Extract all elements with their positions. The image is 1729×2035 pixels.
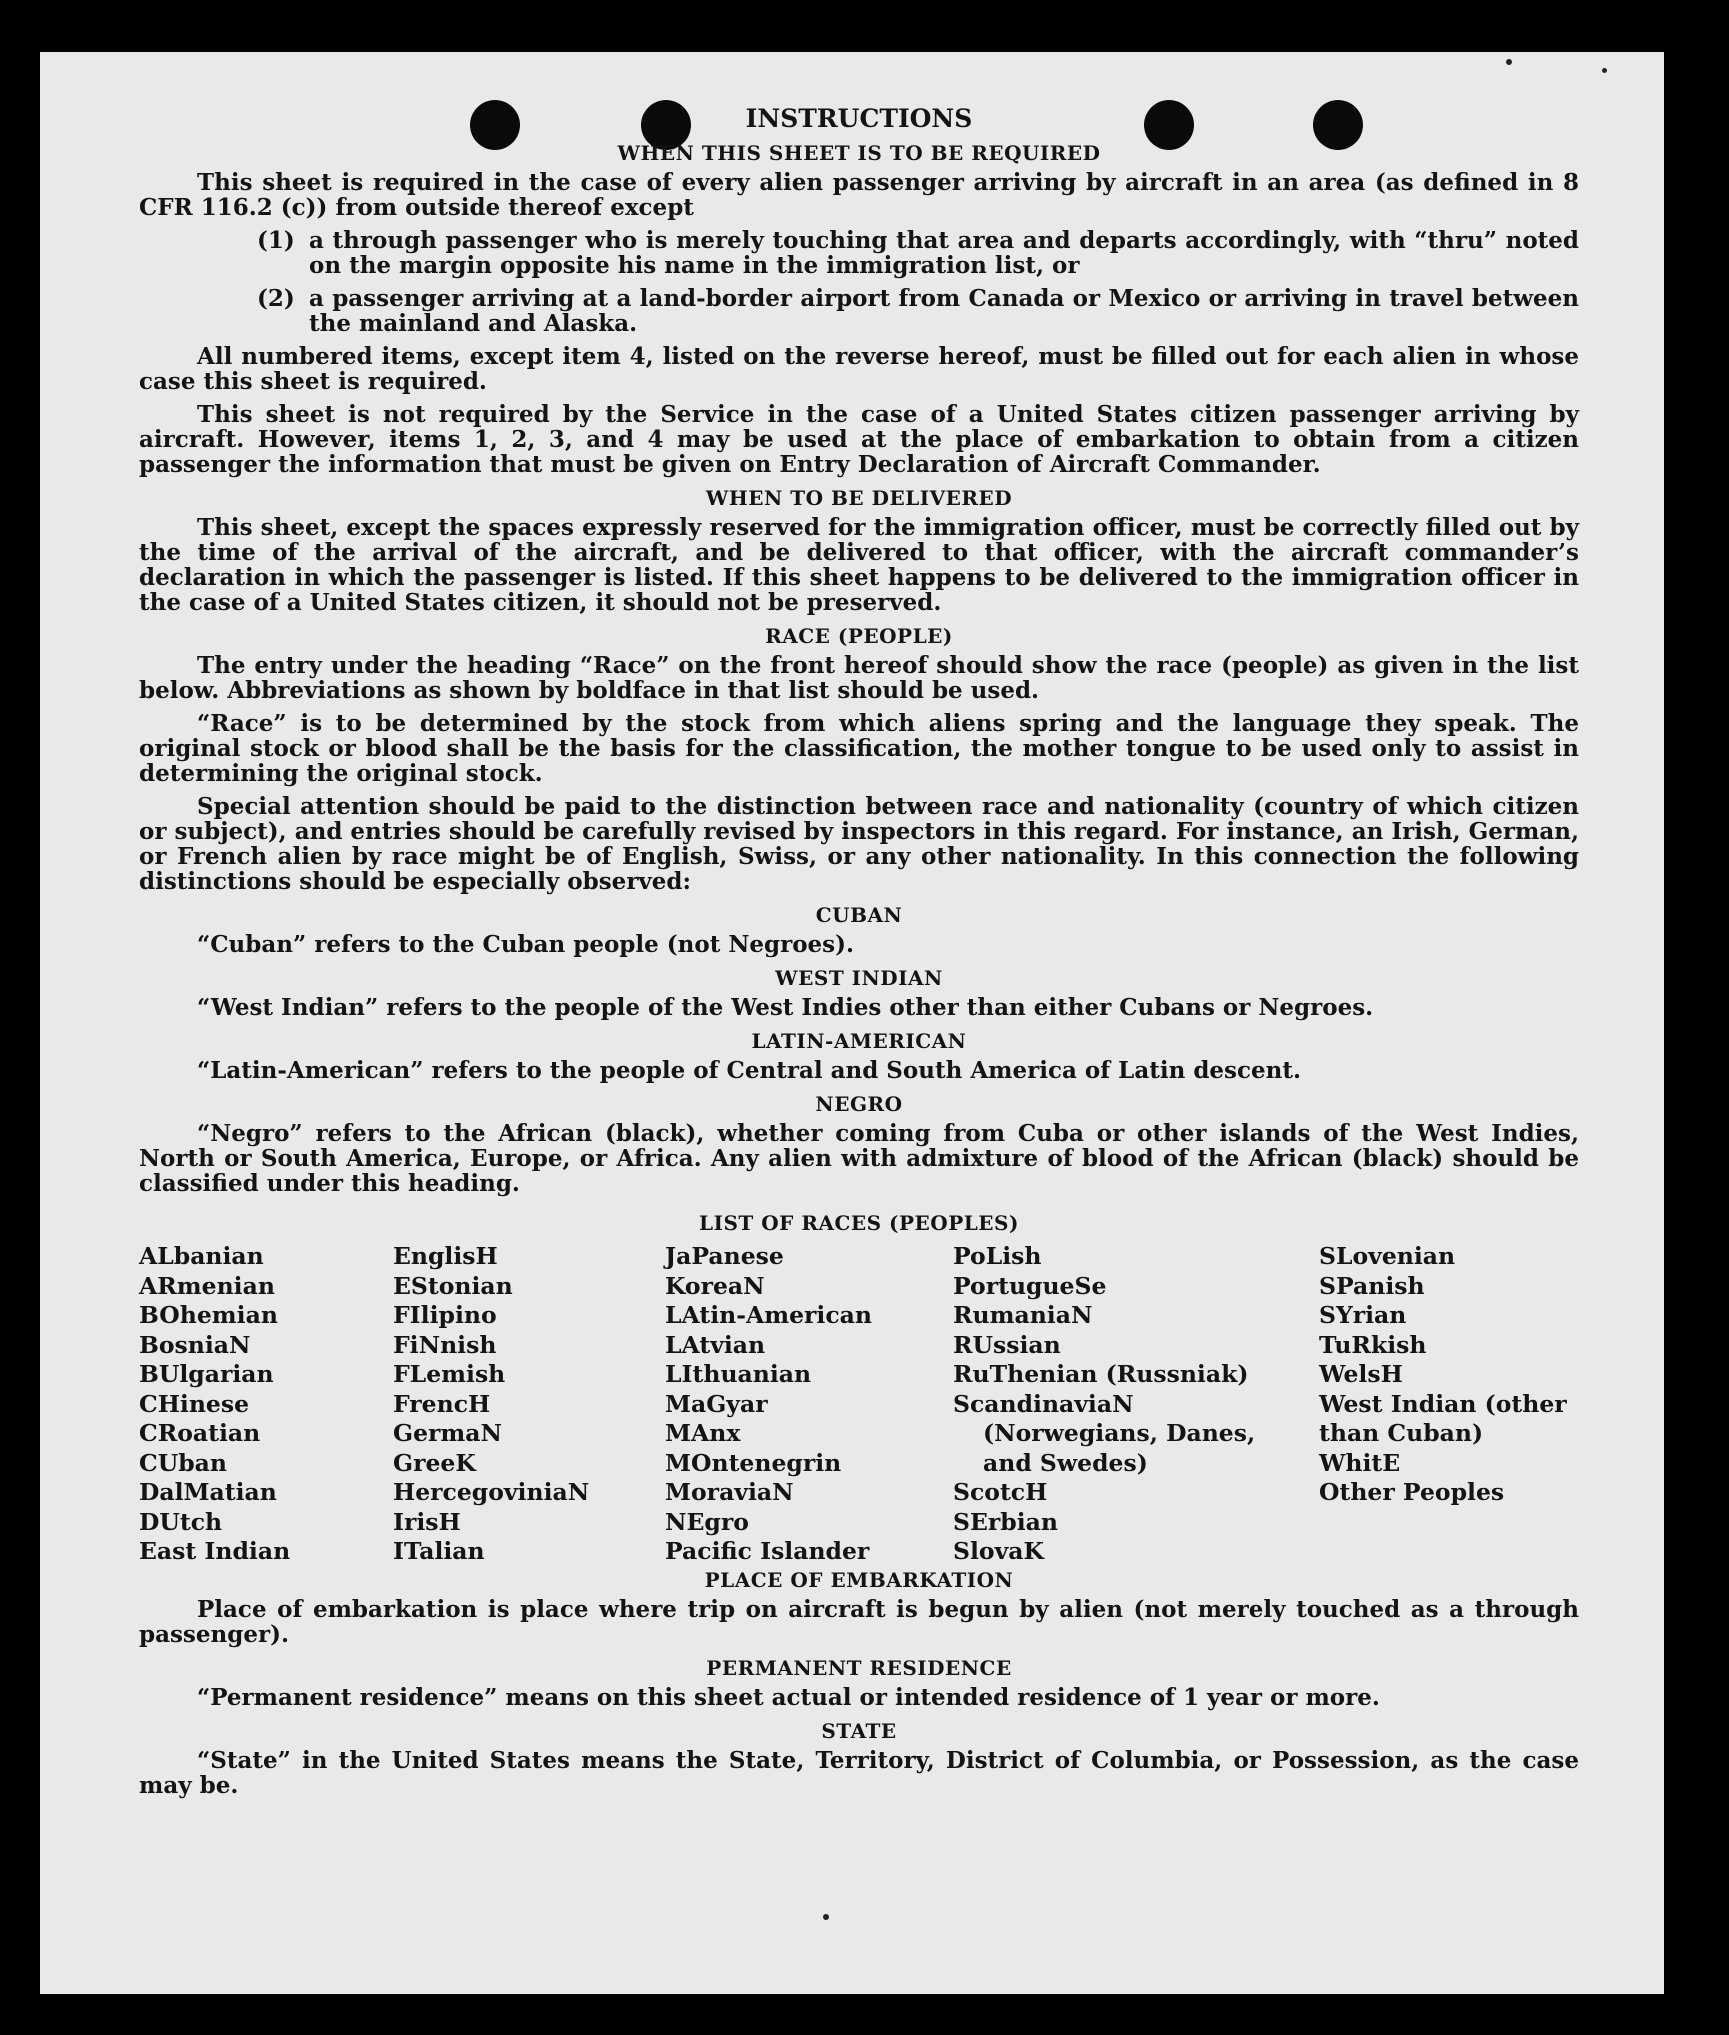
- races-column-4: [953, 1242, 1319, 1567]
- race-list-item: RuThenian (Russniak): [953, 1360, 1249, 1388]
- race-list-item: GermaN: [393, 1419, 502, 1447]
- race-list-item: FIlipino: [393, 1301, 497, 1329]
- heading-list-of-races: LIST OF RACES (PEOPLES): [699, 1211, 1019, 1235]
- heading-state: STATE: [821, 1718, 897, 1743]
- race-list-item: FLemish: [393, 1360, 506, 1388]
- exception-item-1: [139, 228, 1579, 278]
- west-indian-paragraph: “West Indian” refers to the people of the West Indies other than either Cubans or Negroes.: [197, 994, 1374, 1021]
- document-page: [40, 52, 1664, 1994]
- race-list-item: PoLish: [953, 1242, 1042, 1270]
- race-list-item: GreeK: [393, 1448, 476, 1477]
- required-paragraph-3: This sheet is not required by the Service in the case of a United States citizen passenger arriving by aircraft. However, items 1, 2, 3, and 4 may be used at the place of embarkation to obtain from a citizen passenger the information that must be given on Entry Declaration of Aircraft Commander.: [139, 401, 1579, 478]
- heading-cuban: CUBAN: [815, 903, 903, 927]
- instructions-content: [139, 104, 1579, 1806]
- race-list-item: DUtch: [139, 1507, 223, 1536]
- race-list-item: BosniaN: [139, 1330, 251, 1359]
- embarkation-paragraph: Place of embarkation is place where trip on aircraft is begun by alien (not merely touched as a through passenger).: [139, 1595, 1579, 1648]
- race-list-item: EStonian: [393, 1271, 513, 1300]
- residence-paragraph: “Permanent residence” means on this sheet actual or intended residence of 1 year or more.: [197, 1683, 1380, 1711]
- race-list-item: Other Peoples: [1319, 1478, 1505, 1506]
- race-list-item: ALbanian: [139, 1242, 264, 1270]
- race-list-item: SErbian: [953, 1507, 1058, 1536]
- race-list-item: MoraviaN: [665, 1478, 794, 1506]
- race-list-item: LIthuanian: [665, 1360, 812, 1388]
- heading-required: WHEN THIS SHEET IS TO BE REQUIRED: [617, 141, 1101, 165]
- race-list-item: BOhemian: [139, 1301, 278, 1329]
- speck: [823, 1914, 829, 1920]
- race-list-item: JaPanese: [665, 1242, 784, 1270]
- speck: [1602, 68, 1607, 73]
- race-paragraph-1: The entry under the heading “Race” on the front hereof should show the race (people) as given in the list below. Abbreviations as shown by boldface in that list should be used.: [139, 652, 1579, 704]
- races-list: [139, 1242, 1579, 1567]
- race-list-item: IrisH: [393, 1507, 461, 1536]
- race-list-item: West Indian (other than Cuban): [1319, 1389, 1567, 1447]
- race-list-item: SPanish: [1319, 1271, 1425, 1300]
- race-list-item: FiNnish: [393, 1330, 497, 1359]
- race-list-item: NEgro: [665, 1507, 749, 1536]
- latin-american-paragraph: “Latin-American” refers to the people of Central and South America of Latin descent.: [197, 1057, 1301, 1084]
- required-paragraph-2: All numbered items, except item 4, listed on the reverse hereof, must be filled out for each alien in whose case this sheet is required.: [139, 343, 1579, 395]
- race-list-item: SlovaK: [953, 1537, 1044, 1565]
- races-column-3: [665, 1242, 953, 1567]
- race-list-item: CHinese: [139, 1389, 250, 1418]
- race-list-item: TuRkish: [1319, 1330, 1427, 1359]
- page-title: INSTRUCTIONS: [745, 104, 973, 133]
- race-list-item: ScotcH: [953, 1478, 1048, 1506]
- race-list-item: CUban: [139, 1448, 227, 1477]
- race-list-item: SYrian: [1319, 1301, 1407, 1329]
- race-list-item: CRoatian: [139, 1419, 261, 1447]
- cuban-paragraph: “Cuban” refers to the Cuban people (not Negroes).: [197, 931, 855, 958]
- negro-paragraph: “Negro” refers to the African (black), whether coming from Cuba or other islands of the West Indies, North or South America, Europe, or Africa. Any alien with admixture of blood of the African (black) should be classified under this heading.: [139, 1120, 1579, 1197]
- race-list-item: MOntenegrin: [665, 1448, 842, 1477]
- race-list-item: BUlgarian: [139, 1360, 274, 1388]
- heading-permanent-residence: PERMANENT RESIDENCE: [706, 1655, 1012, 1680]
- heading-embarkation: PLACE OF EMBARKATION: [704, 1567, 1014, 1592]
- races-column-1: [139, 1242, 393, 1567]
- races-column-5: [1319, 1242, 1579, 1567]
- race-list-item: ScandinaviaN (Norwegians, Danes, and Swedes): [953, 1389, 1256, 1477]
- required-paragraph-1: This sheet is required in the case of every alien passenger arriving by aircraft in an area (as defined in 8 CFR 116.2 (c)) from outside thereof except: [139, 169, 1579, 221]
- delivered-paragraph: This sheet, except the spaces expressly reserved for the immigration officer, must be correctly filled out by the time of the arrival of the aircraft, and be delivered to that officer, with the aircraft commander’s declaration in which the passenger is listed. If this sheet happens to be delivered to the immigration officer in the case of a United States citizen, it should not be preserved.: [139, 514, 1579, 616]
- race-list-item: PortugueSe: [953, 1271, 1107, 1300]
- race-list-item: MaGyar: [665, 1389, 768, 1418]
- race-list-item: RUssian: [953, 1330, 1061, 1359]
- race-paragraph-2: “Race” is to be determined by the stock from which aliens spring and the language they speak. The original stock or blood shall be the basis for the classification, the mother tongue to be used only to assist in determining the original stock.: [139, 710, 1579, 787]
- speck: [1506, 59, 1512, 65]
- race-list-item: KoreaN: [665, 1271, 765, 1300]
- race-list-item: LAtvian: [665, 1330, 766, 1359]
- race-list-item: EnglisH: [393, 1242, 498, 1270]
- race-list-item: RumaniaN: [953, 1301, 1093, 1329]
- race-list-item: WelsH: [1319, 1360, 1403, 1388]
- race-paragraph-3: Special attention should be paid to the distinction between race and nationality (country of which citizen or subject), and entries should be carefully revised by inspectors in this regard. For instance, an Irish, German, or French alien by race might be of English, Swiss, or any other nationality. In this connection the following distinctions should be especially observed:: [139, 793, 1579, 895]
- race-list-item: MAnx: [665, 1419, 741, 1447]
- item-text: a passenger arriving at a land-border airport from Canada or Mexico or arriving in travel between the mainland and Alaska.: [309, 285, 1579, 337]
- state-paragraph: “State” in the United States means the State, Territory, District of Columbia, or Possession, as the case may be.: [139, 1746, 1579, 1799]
- race-list-item: FrencH: [393, 1389, 491, 1418]
- item-number: (2): [257, 285, 295, 312]
- heading-race: RACE (PEOPLE): [765, 624, 953, 648]
- race-list-item: ARmenian: [139, 1271, 275, 1300]
- race-list-item: DalMatian: [139, 1478, 277, 1506]
- item-text: a through passenger who is merely touching that area and departs accordingly, with “thru” noted on the margin opposite his name in the immigration list, or: [309, 227, 1579, 279]
- heading-west-indian: WEST INDIAN: [775, 966, 943, 990]
- race-list-item: LAtin-American: [665, 1301, 872, 1329]
- heading-delivered: WHEN TO BE DELIVERED: [705, 486, 1013, 510]
- race-list-item: SLovenian: [1319, 1242, 1456, 1270]
- race-list-item: WhitE: [1319, 1448, 1401, 1477]
- heading-negro: NEGRO: [815, 1092, 903, 1116]
- race-list-item: HercegoviniaN: [393, 1478, 590, 1506]
- race-list-item: East Indian: [139, 1537, 291, 1565]
- heading-latin-american: LATIN-AMERICAN: [751, 1029, 967, 1053]
- exception-item-2: [139, 286, 1579, 336]
- race-list-item: ITalian: [393, 1537, 485, 1565]
- item-number: (1): [257, 227, 295, 254]
- race-list-item: Pacific Islander: [665, 1537, 870, 1565]
- races-column-2: [393, 1242, 665, 1567]
